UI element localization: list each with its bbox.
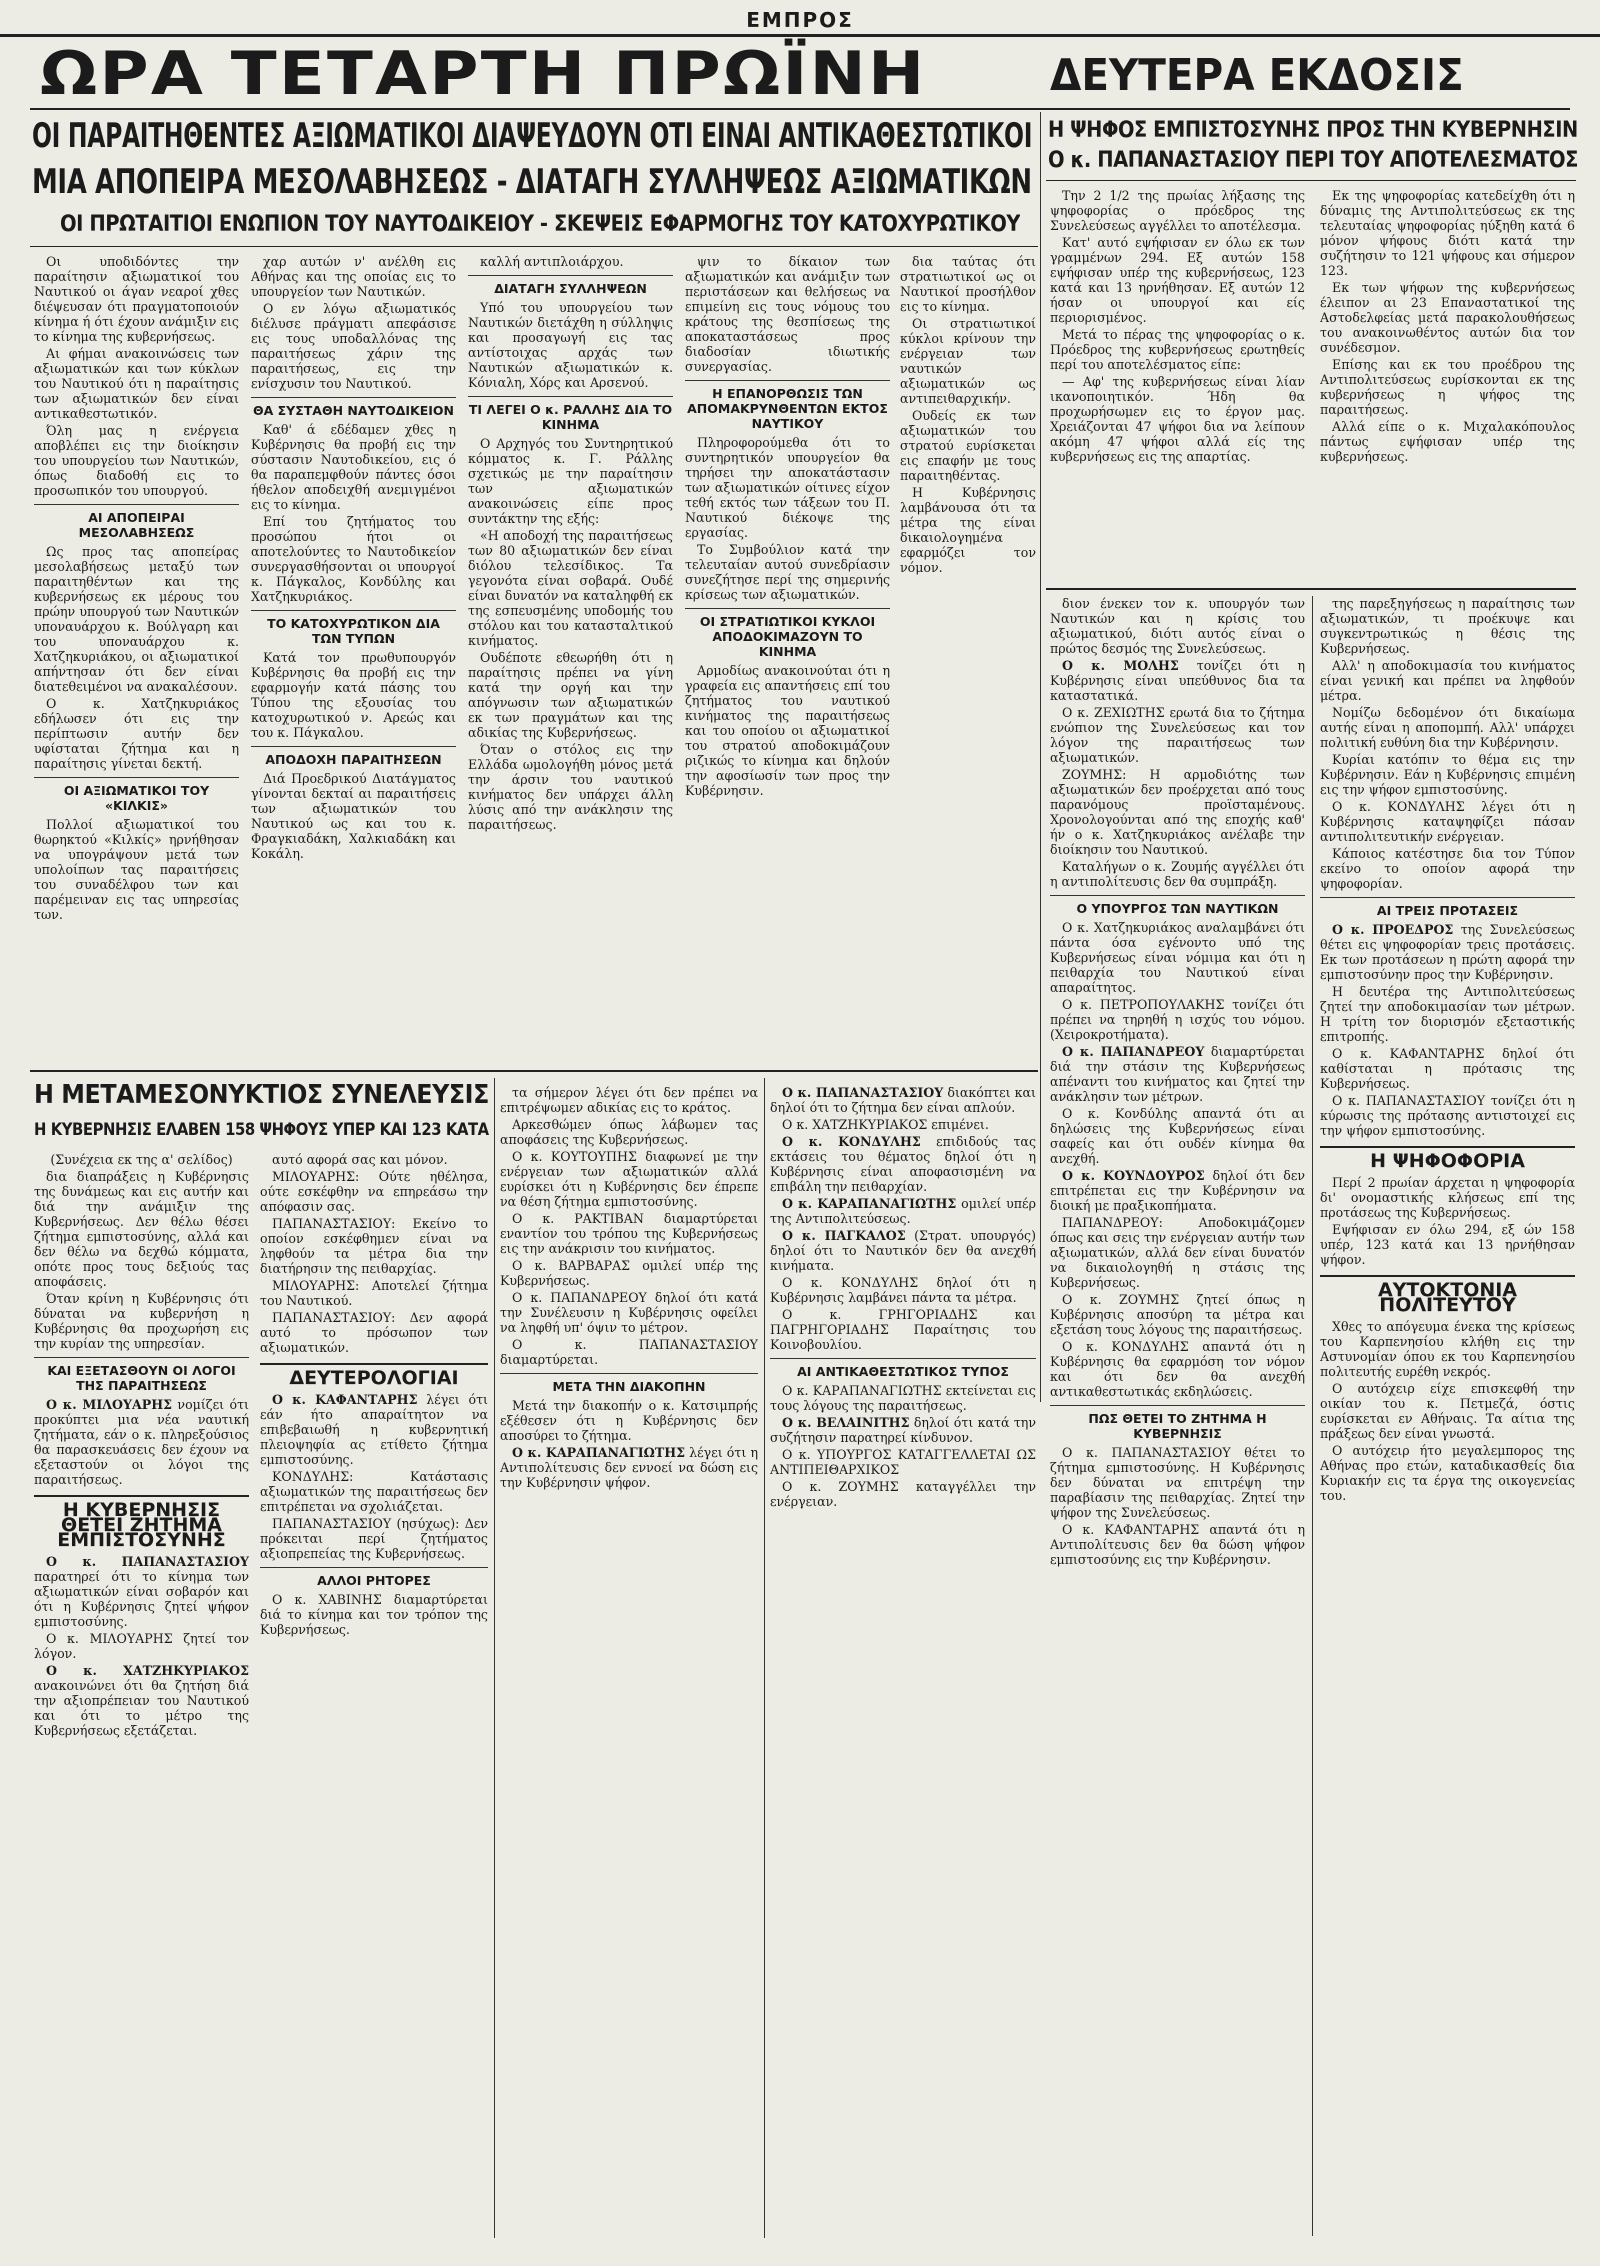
- speaker: Ο κ. ΚΟΥΝΔΟΥΡΟΣ: [1062, 1168, 1205, 1183]
- speaker: Ο κ. ΠΡΟΕΔΡΟΣ: [1332, 922, 1454, 937]
- right-col-1: διον ένεκεν τον κ. υπουργόν των Ναυτικών και η κρίσις του αξιωματικού, διότι αυτός είναι ο πρώτος δεσμός της Συνελεύσεως. Ο κ. ΜΟΛΗΣ τονίζει ότι η Κυβέρνησις είναι υπεύθυνος δια τα καταστατικά. Ο κ. ΖΕΧΙΩΤΗΣ ερωτά δια το ζήτημα ενώπιον της Συνελεύσεως και τον λόγον της παραιτήσεως των αξιωματικών. ΖΟΥΜΗΣ: Η αρμοδιότης των αξιωματικών δεν προέρχεται από τους παρανόμους προϊσταμένους. Χρονολογούνται από της εποχής καθ' ήν ο κ. Χατζηκυριάκος ανέλαβε την διοίκησιν του Ναυτικού. Καταλήγων ο κ. Ζουμής αγγέλλει ότι η αντιπολίτευσις δεν θα συμπράξη. Ο ΥΠΟΥΡΓΟΣ ΤΩΝ ΝΑΥΤΙΚΩΝ Ο κ. Χατζηκυριάκος αναλαμβάνει ότι πάντα όσα εγένοντο υπό της Κυβερνήσεως είναι νόμιμα και ότι η πειθαρχία του Ναυτικού είναι απαραίτητος. Ο κ. ΠΕΤΡΟΠΟΥΛΑΚΗΣ τονίζει ότι πρέπει να τηρηθή η ισχύς του νόμου. (Χειροκροτήματα). Ο κ. ΠΑΠΑΝΔΡΕΟΥ διαμαρτύρεται διά την στάσιν της Κυβερνήσεως απέναντι του κινήματος και ζητεί την ανάκλησιν των μέτρων. Ο κ. Κονδύλης απαντά ότι αι δηλώσεις της Κυβερνήσεως είναι σαφείς και ότι ουδέν κίνημα θα ανεχθή. Ο κ. ΚΟΥΝΔΟΥΡΟΣ δηλοί ότι δεν επιτρέπεται εις την Κυβέρνησιν να διοική με πραξικοπήματα. ΠΑΠΑΝΔΡΕΟΥ: Αποδοκιμάζομεν όπως και σεις την ενέργειαν αυτήν των αξιωματικών, αλλά δεν είναι δυνατόν να δικαιολογηθή η στάσις της Κυβερνήσεως. Ο κ. ΖΟΥΜΗΣ ζητεί όπως η Κυβέρνησις αποσύρη τα μέτρα και εξετάση τους λόγους της παραιτήσεως. Ο κ. ΚΟΝΔΥΛΗΣ απαντά ότι η Κυβέρνησις θα εφαρμόση τον νόμον και ότι δεν θα ανεχθή αντικαθεστωτικάς εκδηλώσεις. ΠΩΣ ΘΕΤΕΙ ΤΟ ΖΗΤΗΜΑ Η ΚΥΒΕΡΝΗΣΙΣ Ο κ. ΠΑΠΑΝΑΣΤΑΣΙΟΥ θέτει το ζήτημα εμπιστοσύνης. Η Κυβέρνησις δεν δύναται να επιτρέψη την παραβίασιν της πειθαρχίας. Ζητεί την ψήφον της Συνελεύσεως. Ο κ. ΚΑΦΑΝΤΑΡΗΣ απαντά ότι η Αντιπολίτευσις δεν θα δώση ψήφον εμπιστοσύνης εις την Κυβέρνησιν.: [1050, 596, 1305, 1567]
- lead-col-3: καλλή αντιπλοιάρχου. ΔΙΑΤΑΓΗ ΣΥΛΛΗΨΕΩΝ Υπό του υπουργείου των Ναυτικών διετάχθη η σύλληψις και προσαγωγή εις τας αντίστοιχας αρχάς των Ναυτικών αξιωματικών κ. Κόνιαλη, Χόρς και Αρσενού. ΤΙ ΛΕΓΕΙ Ο κ. ΡΑΛΛΗΣ ΔΙΑ ΤΟ ΚΙΝΗΜΑ Ο Αρχηγός του Συντηρητικού κόμματος κ. Γ. Ράλλης σχετικώς με την παραίτησιν των αξιωματικών ανακοινώσεις είπε προς συντάκτην της εξής: «Η αποδοχή της παραιτήσεως των 80 αξιωματικών δεν είναι διόλου τελεσίδικος. Τα γεγονότα είναι σοβαρά. Ουδέ είναι δυνατόν να καταληφθή εκ της εσπευσμένης υποδομής του στόλου και του κατασταλτικού κινήματος. Ουδέποτε εθεωρήθη ότι η παραίτησις πρέπει να γίνη κατά την οργή και την απόγνωσιν των αξιωματικών εκ των πραγμάτων και της αδικίας της Κυβερνήσεως. Όταν ο στόλος εις την Ελλάδα ωμολογήθη μόνος μετά την άρσιν του ναυτικού κινήματος δεν υπάρχει άλλη λύσις από την ανάκλησιν της παραιτήσεως.: [468, 254, 673, 832]
- vote-col-1: [1050, 188, 1305, 583]
- assembly-subhead: Η ΚΥΒΕΡΝΗΣΙΣ ΘΕΤΕΙ ΖΗΤΗΜΑ ΕΜΠΙΣΤΟΣΥΝΗΣ: [34, 1495, 249, 1548]
- lead-headline-2: ΜΙΑ ΑΠΟΠΕΙΡΑ ΜΕΣΟΛΑΒΗΣΕΩΣ - ΔΙΑΤΑΓΗ ΣΥΛΛΗΨΕΩΣ ΑΞΙΩΜΑΤΙΚΩΝ: [32, 162, 1032, 202]
- lead-col-1: Οι υποδιδόντες την παραίτησιν αξιωματικοί του Ναυτικού οι άγαν νεαροί χθες διέψευσαν ότι πραγματοποιούν κίνημα ή ότι έχουν ανάμιξιν εις το κίνημα της κυβερνήσεως. Αι φήμαι ανακοινώσεις των αξιωματικών και των κύκλων του Ναυτικού ότι η παραίτησις των αξιωματικών δεν είναι αντικαθεστωτικόν. Όλη μας η ενέργεια αποβλέπει εις την διοίκησιν του υπουργείου των Ναυτικών, όπως διαδοθή εις το προσωπικόν του υπουργού. ΑΙ ΑΠΟΠΕΙΡΑΙ ΜΕΣΟΛΑΒΗΣΕΩΣ Ως προς τας αποπείρας μεσολαβήσεως μεταξύ των παραιτηθέντων και της κυβερνήσεως εκ μέρους του πρώην υπουργού των Ναυτικών υποναυάρχου κ. Βούλγαρη και του υποναυάρχου κ. Χατζηκυριάκου, οι αξιωματικοί απήντησαν ότι δεν είναι διατεθειμένοι να ανακαλέσουν. Ο κ. Χατζηκυριάκος εδήλωσεν ότι εις την περίπτωσιν αυτήν δεν υφίσταται ζήτημα και η παραίτησις γίνεται δεκτή. ΟΙ ΑΞΙΩΜΑΤΙΚΟΙ ΤΟΥ «ΚΙΛΚΙΣ» Πολλοί αξιωματικοί του θωρηκτού «Κιλκίς» ηρνήθησαν να υπογράψουν μετά των υπολοίπων τας παραιτήσεις του συναδέλφου των και παρέμειναν εις τας υπηρεσίας των.: [34, 254, 239, 922]
- assembly-col-4: Ο κ. ΠΑΠΑΝΑΣΤΑΣΙΟΥ διακόπτει και δηλοί ότι το ζήτημα δεν είναι απλούν. Ο κ. ΧΑΤΖΗΚΥΡΙΑΚΟΣ επιμένει. Ο κ. ΚΟΝΔΥΛΗΣ επιδιδούς τας εκτάσεις του θέματος δηλοί ότι η Κυβέρνησις είναι αποφασισμένη να επιβάλη την πειθαρχίαν. Ο κ. ΚΑΡΑΠΑΝΑΓΙΩΤΗΣ ομιλεί υπέρ της Αντιπολιτεύσεως. Ο κ. ΠΑΓΚΑΛΟΣ (Στρατ. υπουργός) δηλοί ότι το Ναυτικόν δεν θα ανεχθή κινήματα. Ο κ. ΚΟΝΔΥΛΗΣ δηλοί ότι η Κυβέρνησις λαμβάνει πάντα τα μέτρα. Ο κ. ΓΡΗΓΟΡΙΑΔΗΣ και ΠΑΓΡΗΓΟΡΙΑΔΗΣ Παραίτησις του Κοινοβουλίου. ΑΙ ΑΝΤΙΚΑΘΕΣΤΩΤΙΚΟΣ ΤΥΠΟΣ Ο κ. ΚΑΡΑΠΑΝΑΓΙΩΤΗΣ εκτείνεται εις τους λόγους της παραιτήσεως. Ο κ. ΒΕΛΑΙΝΙΤΗΣ δηλοί ότι κατά την συζήτησιν παρατηρεί κίνδυνον. Ο κ. ΥΠΟΥΡΓΟΣ ΚΑΤΑΓΓΕΛΛΕΤΑΙ ΩΣ ΑΝΤΙΠΕΙΘΑΡΧΙΚΟΣ Ο κ. ΖΟΥΜΗΣ καταγγέλλει την ενέργειαν.: [770, 1085, 1036, 1509]
- lead-subhead: ΟΙ ΣΤΡΑΤΙΩΤΙΚΟΙ ΚΥΚΛΟΙ ΑΠΟΔΟΚΙΜΑΖΟΥΝ ΤΟ ΚΙΝΗΜΑ: [685, 608, 890, 659]
- assembly-headline-1: Η ΜΕΤΑΜΕΣΟΝΥΚΤΙΟΣ ΣΥΝΕΛΕΥΣΙΣ: [34, 1080, 489, 1110]
- banner-rule: [30, 108, 1570, 110]
- assembly-subhead: ΜΕΤΑ ΤΗΝ ΔΙΑΚΟΠΗΝ: [500, 1373, 758, 1394]
- vote-p7: Επίσης και εκ του προέδρου της Αντιπολιτεύσεως ευρίσκονται εκ της κυβερνήσεως η ψήφος της παραιτήσεως.: [1320, 357, 1575, 417]
- assembly-subhead: ΑΥΤΟΚΤΟΝΙΑ ΠΟΛΙΤΕΥΤΟΥ: [1320, 1275, 1575, 1313]
- assembly-col-2: αυτό αφορά σας και μόνον. ΜΙΛΟΥΑΡΗΣ: Ούτε ηθέλησα, ούτε εσκέφθην να επηρεάσω την απόφασιν σας. ΠΑΠΑΝΑΣΤΑΣΙΟΥ: Εκείνο το οποίον εσκέφθημεν είναι να ληφθούν τα μέτρα δια την διατήρησιν της πειθαρχίας. ΜΙΛΟΥΑΡΗΣ: Αποτελεί ζήτημα του Ναυτικού. ΠΑΠΑΝΑΣΤΑΣΙΟΥ: Δεν αφορά αυτό το πρόσωπον των αξιωματικών. ΔΕΥΤΕΡΟΛΟΓΙΑΙ Ο κ. ΚΑΦΑΝΤΑΡΗΣ λέγει ότι εάν ήτο απαραίτητον να επιβεβαιωθή η κυβερνητική πλειοψηφία ας ετίθετο ζήτημα εμπιστοσύνης. ΚΟΝΔΥΛΗΣ: Κατάστασις αξιωματικών της παραιτήσεως δεν επιτρέπεται να σχολιάζεται. ΠΑΠΑΝΑΣΤΑΣΙΟΥ (ησύχως): Δεν πρόκειται περί ζητήματος αξιοπρεπείας της Κυβερνήσεως. ΑΛΛΟΙ ΡΗΤΟΡΕΣ Ο κ. ΧΑΒΙΝΗΣ διαμαρτύρεται διά το κίνημα και τον τρόπον της Κυβερνήσεως.: [260, 1152, 488, 1637]
- vote-headline-2: Ο κ. ΠΑΠΑΝΑΣΤΑΣΙΟΥ ΠΕΡΙ ΤΟΥ ΑΠΟΤΕΛΕΣΜΑΤΟΣ: [1048, 148, 1578, 173]
- lead-col-4: ψιν το δίκαιον των αξιωματικών και ανάμιξιν των περιστάσεων και θελήσεως να επιμείνη εις τους νόμους του κράτους της θεσπίσεως της αποκαταστάσεως προς διαδοσίαν ιδιωτικής συνεργασίας. Η ΕΠΑΝΟΡΘΩΣΙΣ ΤΩΝ ΑΠΟΜΑΚΡΥΝΘΕΝΤΩΝ ΕΚΤΟΣ ΝΑΥΤΙΚΟΥ Πληροφορούμεθα ότι το συντηρητικόν υπουργείον θα τηρήσει την αποκατάστασιν των αξιωματικών οίτινες είχον τεθή εκτός των τάξεων του Π. Ναυτικού διέκοψε της εργασίας. Το Συμβούλιον κατά την τελευταίαν αυτού συνεδρίασιν συνεζήτησε περί της σημερινής κρίσεως των αξιωματικών. ΟΙ ΣΤΡΑΤΙΩΤΙΚΟΙ ΚΥΚΛΟΙ ΑΠΟΔΟΚΙΜΑΖΟΥΝ ΤΟ ΚΙΝΗΜΑ Αρμοδίως ανακοινούται ότι η γραφεία εις απαντήσεις επί του ζητήματος του ναυτικού κινήματος της παραιτήσεως και του οποίου οι αξιωματικοί του στρατού αποδοκιμάζουν ριζικώς το κίνημα και δηλούν την αφοσίωσίν των προς την Κυβέρνησιν.: [685, 254, 890, 798]
- assembly-subhead: ΔΕΥΤΕΡΟΛΟΓΙΑΙ: [260, 1363, 488, 1386]
- continued-note: (Συνέχεια εκ της α' σελίδος): [50, 1152, 233, 1167]
- speaker: Ο κ. ΠΑΠΑΝΑΣΤΑΣΙΟΥ: [46, 1554, 249, 1569]
- assembly-subhead: ΑΙ ΤΡΕΙΣ ΠΡΟΤΑΣΕΙΣ: [1320, 897, 1575, 918]
- lead-subhead: ΑΠΟΔΟΧΗ ΠΑΡΑΙΤΗΣΕΩΝ: [251, 746, 456, 767]
- vote-p4: — Αφ' της κυβερνήσεως είναι λίαν ικανοποιητικόν. Ήδη θα προχωρήσωμεν εις το έργον μας. Χρειάζονται 47 ψήφοι δια να λείπουν ακόμη 47 ψήφοι αλλά είς της κυβερνήσεως εις της απαρτίας.: [1050, 374, 1305, 464]
- speaker: Ο κ. ΚΑΦΑΝΤΑΡΗΣ: [272, 1392, 418, 1407]
- assembly-headline-2: Η ΚΥΒΕΡΝΗΣΙΣ ΕΛΑΒΕΝ 158 ΨΗΦΟΥΣ ΥΠΕΡ ΚΑΙ 123 ΚΑΤΑ: [34, 1120, 489, 1140]
- lead-col-5: δια ταύτας ότι στρατιωτικοί ως οι Ναυτικοί προσήλθον εις το κίνημα. Οι στρατιωτικοί κύκλοι κρίνουν την ενέργειαν των ναυτικών αξιωματικών ως αντιπειθαρχικήν. Ουδείς εκ των αξιωματικών του στρατού ευρίσκεται εις επαφήν με τους παραιτηθέντας. Η Κυβέρνησις λαμβάνουσα ότι τα μέτρα της είναι δικαιολογημένα εφαρμόζει τον νόμον.: [900, 254, 1036, 575]
- masthead: [0, 8, 1600, 37]
- vote-p6: Εκ των ψήφων της κυβερνήσεως έλειπον αι 23 Επαναστατικοί της Αστοδελφείας μετά παρακολουθήσεως του ανακοινωθέντος αυτών δια τον συνέδεσμον.: [1320, 280, 1575, 355]
- speaker: Ο κ. ΧΑΤΖΗΚΥΡΙΑΚΟΣ: [46, 1663, 249, 1678]
- vote-p3: Μετά το πέρας της ψηφοφορίας ο κ. Πρόεδρος της κυβερνήσεως ερωτηθείς περί του αποτελέσματος είπε:: [1050, 327, 1305, 372]
- speaker: Ο κ. ΒΕΛΑΙΝΙΤΗΣ: [782, 1415, 910, 1430]
- speaker: Ο κ. ΠΑΓΚΑΛΟΣ: [782, 1228, 906, 1243]
- lead-subhead: ΔΙΑΤΑΓΗ ΣΥΛΛΗΨΕΩΝ: [468, 275, 673, 296]
- right-col-2: της παρεξηγήσεως η παραίτησις των αξιωματικών, τι προέκυψε και συγκεντρωτικώς η θέσις της Κυβερνήσεως. Αλλ' η αποδοκιμασία του κινήματος είναι γενική και πρέπει να ληφθούν μέτρα. Νομίζω δεδομένον ότι δικαίωμα αυτής είναι η αποπομπή. Αλλ' υπάρχει πολιτική ευθύνη δια την Κυβέρνησιν. Κυρίαι κατόπιν το θέμα εις την Κυβέρνησιν. Εάν η Κυβέρνησις επιμένη εις την ψήφον εμπιστοσύνης. Ο κ. ΚΟΝΔΥΛΗΣ λέγει ότι η Κυβέρνησις καταψηφίζει πάσαν αντιπολιτευτικήν ενέργειαν. Κάποιος κατέστησε δια τον Τύπον εκείνο το οποίον αφορά την ψηφοφορίαν. ΑΙ ΤΡΕΙΣ ΠΡΟΤΑΣΕΙΣ Ο κ. ΠΡΟΕΔΡΟΣ της Συνελεύσεως θέτει εις ψηφοφορίαν τρεις προτάσεις. Εκ των προτάσεων η πρώτη αφορά την εμπιστοσύνην προς την Κυβέρνησιν. Η δευτέρα της Αντιπολιτεύσεως ζητεί την αποδοκιμασίαν των μέτρων. Η τρίτη τον διορισμόν εξεταστικής επιτροπής. Ο κ. ΚΑΦΑΝΤΑΡΗΣ δηλοί ότι καθίσταται η πρότασις της Κυβερνήσεως. Ο κ. ΠΑΠΑΝΑΣΤΑΣΙΟΥ τονίζει ότι η κύρωσις της πρότασης αντιστοιχεί εις την ψήφον εμπιστοσύνης. Η ΨΗΦΟΦΟΡΙΑ Περί 2 πρωίαν άρχεται η ψηφοφορία δι' ονομαστικής κλήσεως επί της προτάσεως της Κυβερνήσεως. Εψήφισαν εν όλω 294, εξ ών 158 υπέρ, 123 κατά και 13 ηρνήθησαν ψήφον. ΑΥΤΟΚΤΟΝΙΑ ΠΟΛΙΤΕΥΤΟΥ Χθες το απόγευμα ένεκα της κρίσεως του Καρπενησίου κλήθη εις την Αστυνομίαν όπου εκ του Καρπενησίου πολιτευτής ευρέθη νεκρός. Ο αυτόχειρ είχε επισκεφθή την οικίαν του κ. Πετμεζά, όστις ευρίσκεται εν Αθήναις. Τα αίτια της πράξεως δεν είναι γνωστά. Ο αυτόχειρ ήτο μεγαλεμπορος της Αθήνας προ ετών, καταδικασθείς δια Κυριακήν εις τα έργα της οικογενείας του.: [1320, 596, 1575, 1503]
- assembly-subhead: ΑΛΛΟΙ ΡΗΤΟΡΕΣ: [260, 1567, 488, 1588]
- banner-right: ΔΕΥΤΕΡΑ ΕΚΔΟΣΙΣ: [1050, 50, 1464, 101]
- lead-subhead: ΤΙ ΛΕΓΕΙ Ο κ. ΡΑΛΛΗΣ ΔΙΑ ΤΟ ΚΙΝΗΜΑ: [468, 396, 673, 432]
- lead-subhead: ΘΑ ΣΥΣΤΑΘΗ ΝΑΥΤΟΔΙΚΕΙΟΝ: [251, 397, 456, 418]
- assembly-subhead: ΚΑΙ ΕΞΕΤΑΣΘΟΥΝ ΟΙ ΛΟΓΟΙ ΤΗΣ ΠΑΡΑΙΤΗΣΕΩΣ: [34, 1357, 249, 1393]
- vote-p2: Κατ' αυτό εψήφισαν εν όλω εκ των γραμμένων 294. Εξ αυτών 158 εψήφισαν υπέρ της κυβερνήσεως, 123 κατά και 13 ηρνήθησαν. Εξ αυτών 12 ήσαν οι υπουργοί και είς περιορισμένος.: [1050, 235, 1305, 325]
- masthead-name: ΕΜΠΡΟΣ: [746, 8, 854, 32]
- speaker: Ο κ. ΚΟΝΔΥΛΗΣ: [782, 1134, 921, 1149]
- vote-p5: Εκ της ψηφοφορίας κατεδείχθη ότι η δύναμις της Αντιπολιτεύσεως εκ της τελευταίας ψηφοφορίας ηύξηθη κατά 6 μόνον ψήφους διότι κατά την συζήτησιν το 121 ψήφους και σήμερον 123.: [1320, 188, 1575, 278]
- lead-col-2: χαρ αυτών ν' ανέλθη εις Αθήνας και της οποίας εις το υπουργείον των Ναυτικών. Ο εν λόγω αξιωματικός διέλυσε πράγματι απεφάσισε εις τους υποδαλλόνας της παραιτήσεως χάριν της παραιτήσεως, εις την ενίσχυσιν του Ναυτικού. ΘΑ ΣΥΣΤΑΘΗ ΝΑΥΤΟΔΙΚΕΙΟΝ Καθ' ά εδέδαμεν χθες η Κυβέρνησις θα προβή εις την σύστασιν Ναυτοδικείου, εις ό θα παραπεμφθούν πάντες όσοι ήθελον αποδειχθή ανεμιγμένοι εις το κίνημα. Επί του ζητήματος του προσώπου ήτοι οι αποτελούντες το Ναυτοδικείον συνεργασθήσονται οι υπουργοί κ. Πάγκαλος, Κονδύλης και Χατζηκυριάκος. ΤΟ ΚΑΤΟΧΥΡΩΤΙΚΟΝ ΔΙΑ ΤΩΝ ΤΥΠΩΝ Κατά τον πρωθυπουργόν Κυβέρνησις θα προβή εις την εφαρμογήν κατά πάσης του Τύπου της εξουσίας του κατοχυρωτικού ν. Αρεώς και του κ. Πάγκαλου. ΑΠΟΔΟΧΗ ΠΑΡΑΙΤΗΣΕΩΝ Διά Προεδρικού Διατάγματος γίνονται δεκταί αι παραιτήσεις των αξιωματικών του Ναυτικού ως και του κ. Φραγκιαδάκη, Χαλκιαδάκη και Κοκάλη.: [251, 254, 456, 861]
- speaker: Ο κ. ΚΑΡΑΠΑΝΑΓΙΩΤΗΣ: [512, 1445, 685, 1460]
- speaker: Ο κ. ΠΑΠΑΝΔΡΕΟΥ: [1062, 1044, 1205, 1059]
- assembly-subhead: Η ΨΗΦΟΦΟΡΙΑ: [1320, 1146, 1575, 1169]
- lead-subhead: ΤΟ ΚΑΤΟΧΥΡΩΤΙΚΟΝ ΔΙΑ ΤΩΝ ΤΥΠΩΝ: [251, 610, 456, 646]
- vote-col-2: [1320, 188, 1575, 583]
- lead-subhead: Η ΕΠΑΝΟΡΘΩΣΙΣ ΤΩΝ ΑΠΟΜΑΚΡΥΝΘΕΝΤΩΝ ΕΚΤΟΣ ΝΑΥΤΙΚΟΥ: [685, 380, 890, 431]
- assembly-col-3: τα σήμερον λέγει ότι δεν πρέπει να επιτρέψωμεν αδικίας εις το κράτος. Αρκεσθώμεν όπως λάβωμεν τας αποφάσεις της Κυβερνήσεως. Ο κ. ΚΟΥΤΟΥΠΗΣ διαφωνεί με την ενέργειαν των αξιωματικών αλλά ευρίσκει ότι η Κυβέρνησις δεν έπρεπε να θέση ζήτημα εμπιστοσύνης. Ο κ. ΡΑΚΤΙΒΑΝ διαμαρτύρεται εναντίον του τρόπου της Κυβερνήσεως εις την ανάκρισιν του κινήματος. Ο κ. ΒΑΡΒΑΡΑΣ ομιλεί υπέρ της Κυβερνήσεως. Ο κ. ΠΑΠΑΝΔΡΕΟΥ δηλοί ότι κατά την Συνέλευσιν η Κυβέρνησις οφείλει να ληφθή υπ' όψιν το μέτρον. Ο κ. ΠΑΠΑΝΑΣΤΑΣΙΟΥ διαμαρτύρεται. ΜΕΤΑ ΤΗΝ ΔΙΑΚΟΠΗΝ Μετά την διακοπήν ο κ. Κατσιμπρής εξέθεσεν ότι η Κυβέρνησις δεν αποσύρει το ζήτημα. Ο κ. ΚΑΡΑΠΑΝΑΓΙΩΤΗΣ λέγει ότι η Αντιπολίτευσις δεν εννοεί να δώση εις την Κυβέρνησιν ψήφον.: [500, 1085, 758, 1490]
- speaker: Ο κ. ΠΑΠΑΝΑΣΤΑΣΙΟΥ: [782, 1085, 944, 1100]
- lead-subhead: ΑΙ ΑΠΟΠΕΙΡΑΙ ΜΕΣΟΛΑΒΗΣΕΩΣ: [34, 504, 239, 540]
- speaker: Ο κ. ΜΙΛΟΥΑΡΗΣ: [46, 1397, 173, 1412]
- lead-subhead: ΟΙ ΑΞΙΩΜΑΤΙΚΟΙ ΤΟΥ «ΚΙΛΚΙΣ»: [34, 777, 239, 813]
- assembly-subhead: Ο ΥΠΟΥΡΓΟΣ ΤΩΝ ΝΑΥΤΙΚΩΝ: [1050, 895, 1305, 916]
- vote-p1: Την 2 1/2 της πρωίας λήξασης της ψηφοφορίας ο πρόεδρος της Συνελεύσεως αγγέλλει το αποτέλεσμα.: [1050, 188, 1305, 233]
- banner-left: ΩΡΑ ΤΕΤΑΡΤΗ ΠΡΩΪΝΗ: [40, 39, 927, 109]
- vote-p8: Αλλά είπε ο κ. Μιχαλακόπουλος πάντως εψήφισαν υπέρ της κυβερνήσεως.: [1320, 419, 1575, 464]
- lead-headline-1: ΟΙ ΠΑΡΑΙΤΗΘΕΝΤΕΣ ΑΞΙΩΜΑΤΙΚΟΙ ΔΙΑΨΕΥΔΟΥΝ ΟΤΙ ΕΙΝΑΙ ΑΝΤΙΚΑΘΕΣΤΩΤΙΚΟΙ: [32, 116, 1032, 156]
- assembly-subhead: ΠΩΣ ΘΕΤΕΙ ΤΟ ΖΗΤΗΜΑ Η ΚΥΒΕΡΝΗΣΙΣ: [1050, 1405, 1305, 1441]
- speaker: Ο κ. ΚΑΡΑΠΑΝΑΓΙΩΤΗΣ: [782, 1196, 957, 1211]
- assembly-subhead: ΑΙ ΑΝΤΙΚΑΘΕΣΤΩΤΙΚΟΣ ΤΥΠΟΣ: [770, 1358, 1036, 1379]
- assembly-col-1: (Συνέχεια εκ της α' σελίδος) δια διαπράξεις η Κυβέρνησις της δυνάμεως και εις αυτήν και διά την ανάμιξιν της Κυβερνήσεως. Δεν θέλω θέσει ζήτημα εμπιστοσύνης, αλλά και δεν θέλω να δεχθώ κόμματα, οπότε προς τους δεξιούς τας αποφάσεις. Όταν κρίνη η Κυβέρνησις ότι δύναται να κυβερνήση η Κυβέρνησις θα προχωρήση εις την κυρίαν της υπηρεσίαν. ΚΑΙ ΕΞΕΤΑΣΘΟΥΝ ΟΙ ΛΟΓΟΙ ΤΗΣ ΠΑΡΑΙΤΗΣΕΩΣ Ο κ. ΜΙΛΟΥΑΡΗΣ νομίζει ότι προκύπτει μια νέα ναυτική ζητήματα, εάν ο κ. πληρεξούσιος θα παρασκευάσεις δεν έχουν να εξεταστούν οι λόγοι της παραιτήσεως. Η ΚΥΒΕΡΝΗΣΙΣ ΘΕΤΕΙ ΖΗΤΗΜΑ ΕΜΠΙΣΤΟΣΥΝΗΣ Ο κ. ΠΑΠΑΝΑΣΤΑΣΙΟΥ παρατηρεί ότι το κίνημα των αξιωματικών είναι σοβαρόν και ότι η Κυβέρνησις ζητεί ψήφον εμπιστοσύνης. Ο κ. ΜΙΛΟΥΑΡΗΣ ζητεί τον λόγον. Ο κ. ΧΑΤΖΗΚΥΡΙΑΚΟΣ ανακοινώνει ότι θα ζητήση διά την αξιοπρέπειαν του Ναυτικού και ότι το μέτρο της Κυβερνήσεως εξετάζεται.: [34, 1152, 249, 1738]
- column-rule: [1040, 112, 1041, 1402]
- vote-headline-1: Η ΨΗΦΟΣ ΕΜΠΙΣΤΟΣΥΝΗΣ ΠΡΟΣ ΤΗΝ ΚΥΒΕΡΝΗΣΙΝ: [1048, 118, 1578, 143]
- speaker: Ο κ. ΜΟΛΗΣ: [1062, 658, 1179, 673]
- lead-headline-3: ΟΙ ΠΡΩΤΑΙΤΙΟΙ ΕΝΩΠΙΟΝ ΤΟΥ ΝΑΥΤΟΔΙΚΕΙΟΥ - ΣΚΕΨΕΙΣ ΕΦΑΡΜΟΓΗΣ ΤΟΥ ΚΑΤΟΧΥΡΩΤΙΚΟΥ: [60, 212, 1020, 237]
